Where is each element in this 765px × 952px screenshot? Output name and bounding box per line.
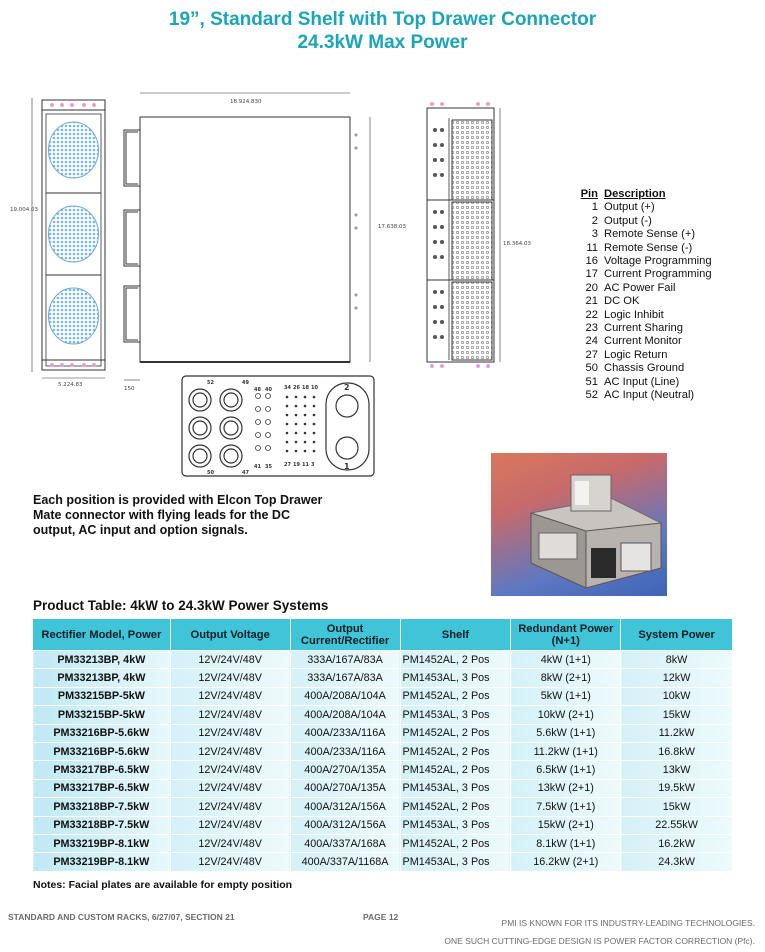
cell-voltage: 12V/24V/48V	[170, 651, 290, 669]
svg-text:48: 48	[254, 387, 261, 393]
pin-description: Logic Inhibit	[604, 308, 664, 321]
cell-redundant: 8kW (2+1)	[511, 669, 621, 687]
svg-text:47: 47	[242, 470, 249, 476]
pin-description: Output (+)	[604, 201, 655, 214]
pin-number: 17	[585, 268, 598, 281]
description-header: Description	[604, 188, 666, 200]
cell-current: 400A/312A/156A	[290, 798, 400, 816]
cell-model: PM33218BP-7.5kW	[33, 816, 171, 834]
svg-text:50: 50	[207, 470, 214, 476]
cell-current: 400A/233A/116A	[290, 724, 400, 742]
svg-text:35: 35	[265, 464, 272, 470]
cell-system-power: 22.55kW	[621, 816, 733, 834]
pin-row	[576, 255, 712, 268]
cell-redundant: 13kW (2+1)	[511, 779, 621, 797]
cell-redundant: 16.2kW (2+1)	[511, 853, 621, 871]
svg-text:41: 41	[254, 464, 261, 470]
pin-description: Output (-)	[604, 214, 652, 227]
cell-redundant: 8.1kW (1+1)	[511, 834, 621, 852]
footer-tagline-2: ONE SUCH CUTTING-EDGE DESIGN IS POWER FACTOR CORRECTION (Pfc).	[444, 936, 755, 946]
product-photo	[491, 453, 667, 596]
pin-description-table	[576, 188, 712, 403]
svg-text:26: 26	[293, 385, 300, 391]
pin-row	[576, 389, 712, 402]
product-table-header-row	[33, 619, 733, 651]
table-row	[33, 724, 733, 742]
dim-front-width: 5.224.83	[58, 382, 83, 388]
pin-row	[576, 228, 712, 241]
cell-system-power: 15kW	[621, 706, 733, 724]
pin-row	[576, 335, 712, 348]
connector-note: Each position is provided with Elcon Top Drawer Mate connector with flying leads for the DC output, AC input and option signals.	[33, 493, 323, 537]
cell-redundant: 15kW (2+1)	[511, 816, 621, 834]
cell-shelf: PM1452AL, 2 Pos	[400, 724, 511, 742]
pin-row	[576, 242, 712, 255]
cell-shelf: PM1452AL, 2 Pos	[400, 687, 511, 705]
cell-current: 400A/233A/116A	[290, 742, 400, 760]
cell-model: PM33218BP-7.5kW	[33, 798, 171, 816]
pin-description: Current Monitor	[604, 335, 682, 348]
cell-model: PM33213BP, 4kW	[33, 669, 171, 687]
page-title: 19”, Standard Shelf with Top Drawer Connector	[168, 9, 597, 30]
table-row	[33, 834, 733, 852]
cell-system-power: 19.5kW	[621, 779, 733, 797]
cell-current: 333A/167A/83A	[290, 651, 400, 669]
pin-number: 50	[585, 362, 598, 375]
cell-voltage: 12V/24V/48V	[170, 853, 290, 871]
connector-pin-1-label: 1	[344, 462, 350, 471]
col-header-system-power: System Power	[621, 619, 733, 651]
product-table	[32, 618, 733, 872]
page-subtitle: 24.3kW Max Power	[297, 32, 468, 53]
cell-redundant: 4kW (1+1)	[511, 651, 621, 669]
pin-row	[576, 349, 712, 362]
svg-text:34: 34	[284, 385, 291, 391]
pin-number: 1	[591, 201, 598, 214]
cell-redundant: 7.5kW (1+1)	[511, 798, 621, 816]
cell-current: 400A/270A/135A	[290, 779, 400, 797]
col-header-voltage: Output Voltage	[170, 619, 290, 651]
svg-text:40: 40	[265, 387, 272, 393]
pin-number: 27	[585, 348, 598, 361]
cell-current: 400A/270A/135A	[290, 761, 400, 779]
cell-system-power: 11.2kW	[621, 724, 733, 742]
pin-description: Chassis Ground	[604, 362, 685, 375]
svg-text:52: 52	[207, 380, 214, 386]
cell-shelf: PM1452AL, 2 Pos	[400, 798, 511, 816]
cell-model: PM33217BP-6.5kW	[33, 761, 171, 779]
cell-redundant: 6.5kW (1+1)	[511, 761, 621, 779]
pin-number: 20	[585, 281, 598, 294]
dim-top-width: 18.924.830	[230, 99, 262, 105]
cell-voltage: 12V/24V/48V	[170, 742, 290, 760]
footer-section: STANDARD AND CUSTOM RACKS, 6/27/07, SECTION 21	[8, 912, 235, 922]
cell-voltage: 12V/24V/48V	[170, 816, 290, 834]
dim-rear-height: 18.364.03	[503, 241, 531, 247]
cell-model: PM33215BP-5kW	[33, 687, 171, 705]
pin-row	[576, 362, 712, 375]
pin-description: AC Input (Line)	[604, 375, 680, 388]
pin-description: Voltage Programming	[604, 255, 712, 268]
table-row	[33, 669, 733, 687]
cell-shelf: PM1452AL, 2 Pos	[400, 834, 511, 852]
cell-voltage: 12V/24V/48V	[170, 761, 290, 779]
cell-shelf: PM1452AL, 2 Pos	[400, 761, 511, 779]
pin-row	[576, 295, 712, 308]
cell-shelf: PM1452AL, 2 Pos	[400, 651, 511, 669]
pin-row	[576, 376, 712, 389]
cell-system-power: 8kW	[621, 651, 733, 669]
cell-voltage: 12V/24V/48V	[170, 834, 290, 852]
pin-row	[576, 215, 712, 228]
pin-row	[576, 309, 712, 322]
col-header-model: Rectifier Model, Power	[33, 619, 171, 651]
cell-current: 400A/312A/156A	[290, 816, 400, 834]
col-header-redundant: Redundant Power (N+1)	[511, 619, 621, 651]
cell-redundant: 10kW (2+1)	[511, 706, 621, 724]
svg-text:10: 10	[311, 385, 318, 391]
cell-model: PM33213BP, 4kW	[33, 651, 171, 669]
pin-number: 11	[586, 241, 598, 254]
cell-shelf: PM1453AL, 3 Pos	[400, 816, 511, 834]
pin-description: Remote Sense (-)	[604, 241, 693, 254]
cell-current: 400A/208A/104A	[290, 687, 400, 705]
pin-row	[576, 201, 712, 214]
svg-text:19: 19	[293, 462, 300, 468]
table-row	[33, 651, 733, 669]
cell-voltage: 12V/24V/48V	[170, 706, 290, 724]
cell-system-power: 24.3kW	[621, 853, 733, 871]
cell-voltage: 12V/24V/48V	[170, 798, 290, 816]
pin-row	[576, 322, 712, 335]
cell-current: 400A/208A/104A	[290, 706, 400, 724]
pin-description: Current Sharing	[604, 322, 683, 335]
rear-connector-dots	[433, 128, 444, 339]
dim-offset: 150	[124, 386, 135, 392]
pin-number: 3	[591, 228, 598, 241]
svg-text:3: 3	[311, 462, 315, 468]
pin-number: 2	[591, 214, 598, 227]
pin-row	[576, 268, 712, 281]
cell-redundant: 11.2kW (1+1)	[511, 742, 621, 760]
connector-pin-2-label: 2	[344, 383, 350, 392]
table-row	[33, 742, 733, 760]
front-view	[32, 98, 105, 378]
cell-voltage: 12V/24V/48V	[170, 779, 290, 797]
cell-shelf: PM1452AL, 2 Pos	[400, 742, 511, 760]
cell-model: PM33217BP-6.5kW	[33, 779, 171, 797]
cell-shelf: PM1453AL, 3 Pos	[400, 779, 511, 797]
table-row	[33, 706, 733, 724]
cell-voltage: 12V/24V/48V	[170, 724, 290, 742]
cell-system-power: 16.2kW	[621, 834, 733, 852]
svg-text:49: 49	[242, 380, 249, 386]
cell-system-power: 12kW	[621, 669, 733, 687]
cell-redundant: 5.6kW (1+1)	[511, 724, 621, 742]
cell-voltage: 12V/24V/48V	[170, 669, 290, 687]
pin-header: Pin	[580, 188, 598, 200]
cell-shelf: PM1453AL, 3 Pos	[400, 669, 511, 687]
cell-model: PM33216BP-5.6kW	[33, 742, 171, 760]
side-view	[124, 93, 370, 380]
table-row	[33, 779, 733, 797]
cell-system-power: 16.8kW	[621, 742, 733, 760]
pin-description: AC Input (Neutral)	[604, 389, 695, 402]
pin-number: 51	[585, 375, 598, 388]
pin-description: DC OK	[604, 295, 640, 308]
pin-number: 16	[585, 255, 598, 268]
cell-voltage: 12V/24V/48V	[170, 687, 290, 705]
cell-model: PM33219BP-8.1kW	[33, 853, 171, 871]
cell-system-power: 10kW	[621, 687, 733, 705]
pin-number: 22	[585, 308, 598, 321]
table-row	[33, 687, 733, 705]
product-table-title: Product Table: 4kW to 24.3kW Power Systems	[33, 598, 329, 613]
cell-current: 333A/167A/83A	[290, 669, 400, 687]
pin-description: AC Power Fail	[604, 281, 676, 294]
cell-model: PM33215BP-5kW	[33, 706, 171, 724]
footer-page-number: PAGE 12	[363, 912, 399, 922]
col-header-shelf: Shelf	[400, 619, 511, 651]
connector-small-pins	[256, 394, 271, 451]
pin-description: Remote Sense (+)	[604, 228, 696, 241]
cell-model: PM33219BP-8.1kW	[33, 834, 171, 852]
pin-number: 52	[585, 389, 598, 402]
cell-system-power: 13kW	[621, 761, 733, 779]
table-row	[33, 761, 733, 779]
pin-number: 21	[585, 295, 598, 308]
cell-current: 400A/337A/1168A	[290, 853, 400, 871]
pin-number: 23	[585, 322, 598, 335]
pin-description: Current Programming	[604, 268, 712, 281]
pin-number: 24	[585, 335, 598, 348]
svg-text:18: 18	[302, 385, 309, 391]
cell-model: PM33216BP-5.6kW	[33, 724, 171, 742]
table-row	[33, 853, 733, 871]
svg-text:11: 11	[302, 462, 309, 468]
table-row	[33, 798, 733, 816]
footnote: Notes: Facial plates are available for empty position	[33, 879, 293, 891]
table-row	[33, 816, 733, 834]
cell-shelf: PM1453AL, 3 Pos	[400, 853, 511, 871]
cell-current: 400A/337A/168A	[290, 834, 400, 852]
dim-front-height: 19.004.03	[10, 207, 38, 213]
dim-side-depth: 17.638.03	[378, 224, 406, 230]
rear-view	[427, 108, 500, 362]
svg-text:27: 27	[284, 462, 291, 468]
cell-system-power: 15kW	[621, 798, 733, 816]
pin-description: Logic Return	[604, 348, 668, 361]
pin-row	[576, 282, 712, 295]
col-header-current: Output Current/Rectifier	[290, 619, 400, 651]
connector-signal-pins	[286, 396, 316, 453]
cell-shelf: PM1453AL, 3 Pos	[400, 706, 511, 724]
cell-redundant: 5kW (1+1)	[511, 687, 621, 705]
footer-tagline-1: PMI IS KNOWN FOR ITS INDUSTRY-LEADING TECHNOLOGIES.	[501, 918, 755, 928]
